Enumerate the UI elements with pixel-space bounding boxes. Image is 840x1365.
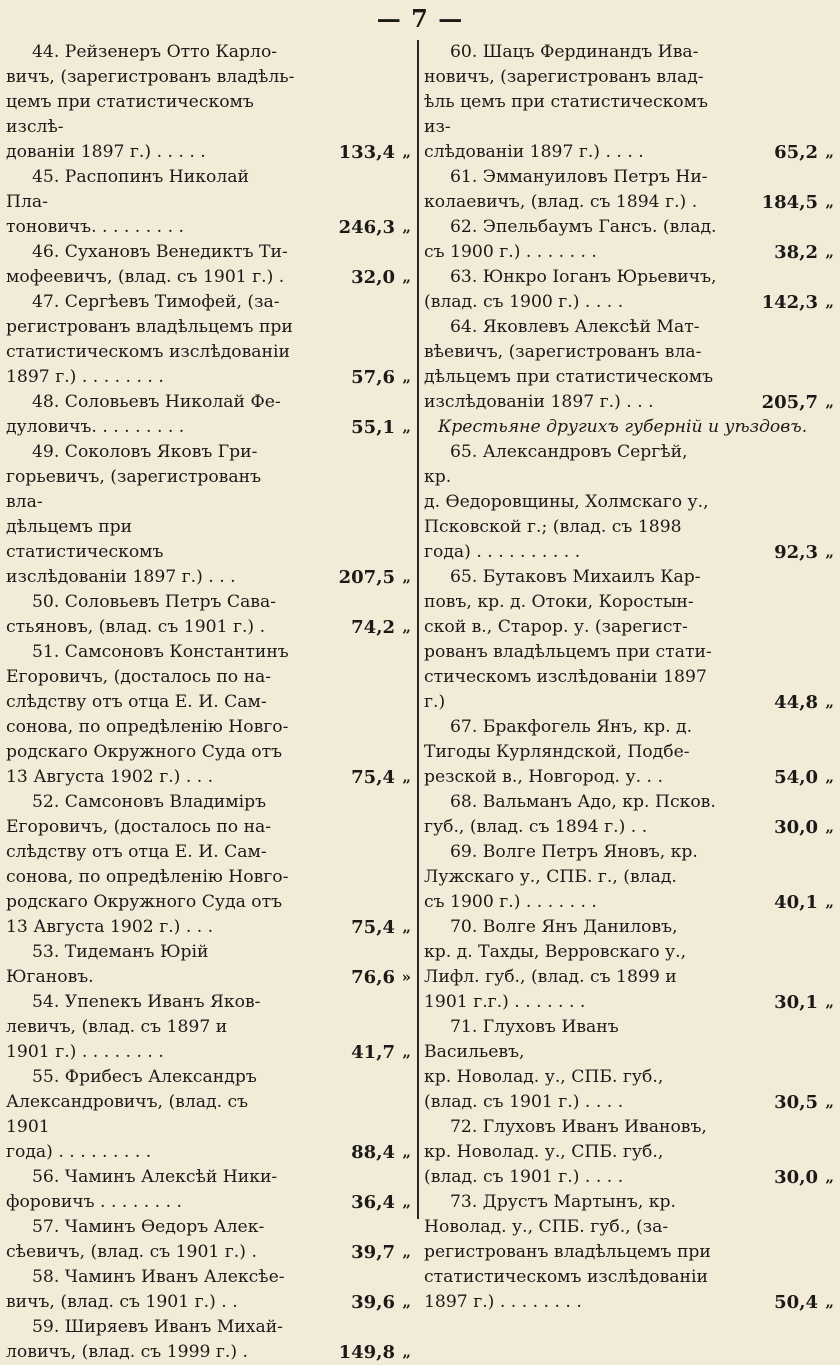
entry-line: 50. Соловьевъ Петръ Сава- [32,592,277,612]
right-column [424,40,836,1313]
entry-line: резской в., Новгород. у. . . [424,767,663,787]
list-entry [424,440,836,565]
entry-line: Егоровичъ, (досталось по на- [6,817,272,837]
list-entry [424,315,836,415]
entry-line: вичъ, (влад. съ 1901 г.) . . [6,1292,238,1312]
list-entry [6,165,413,240]
list-entry [6,290,413,390]
entry-line: колаевичъ, (влад. съ 1894 г.) . [424,192,698,212]
list-entry [424,915,836,1015]
entry-line: Тигоды Курляндской, Подбе- [424,742,690,762]
ditto-mark: „ [825,1093,834,1111]
list-entry [424,215,836,265]
list-entry [6,1065,413,1165]
list-entry [6,790,413,940]
entry-line: 1901 г.) . . . . . . . . [6,1042,164,1062]
ditto-mark: „ [825,1293,834,1311]
ditto-mark: „ [402,268,411,286]
entry-line: статистическомъ изслѣдованіи [424,1267,708,1287]
entry-amount: 50,4 [774,1292,818,1313]
list-entry [6,590,413,640]
list-entry [424,1115,836,1190]
ditto-mark: » [401,968,411,986]
entry-line: слѣдству отъ отца Е. И. Сам- [6,692,267,712]
entry-line: (влад. съ 1901 г.) . . . . [424,1167,624,1187]
entry-amount: 133,4 [338,142,395,163]
ditto-mark: „ [402,1293,411,1311]
entry-line: съ 1900 г.) . . . . . . . [424,892,597,912]
list-entry [424,1015,836,1115]
entry-line: Александровичъ, (влад. съ 1901 [6,1092,249,1137]
list-entry [424,265,836,315]
list-entry [6,390,413,440]
entry-line: 71. Глуховъ Иванъ Васильевъ, [424,1017,619,1062]
list-entry [6,240,413,290]
ditto-mark: „ [825,543,834,561]
entry-line: 65. Бутаковъ Михаилъ Кар- [450,567,701,587]
entry-line: 51. Самсоновъ Константинъ [32,642,289,662]
entry-line: рованъ владѣльцемъ при стати- [424,642,712,662]
entry-amount: 30,0 [774,817,818,838]
entry-line: 1897 г.) . . . . . . . . [6,367,164,387]
entry-line: кр. д. Тахды, Верровскаго у., [424,942,687,962]
entry-line: регистрованъ владѣльцемъ при [424,1242,711,1262]
entry-line: ской в., Старор. у. (зарегист- [424,617,688,637]
entry-line: 56. Чаминъ Алексѣй Ники- [32,1167,278,1187]
list-entry [6,1215,413,1265]
entry-line: дѣльцемъ при статистическомъ [424,367,714,387]
entry-line: 49. Соколовъ Яковъ Гри- [32,442,258,462]
entry-line: Псковской г.; (влад. съ 1898 [424,517,682,537]
entry-line: кр. Новолад. у., СПБ. губ., [424,1067,664,1087]
list-entry [424,840,836,915]
entry-line: года) . . . . . . . . . . [424,542,581,562]
ditto-mark: „ [402,218,411,236]
entry-line: 1901 г.г.) . . . . . . . [424,992,586,1012]
entry-line: цемъ при статистическомъ изслѣ- [6,92,254,137]
entry-line: 70. Волге Янъ Даниловъ, [450,917,678,937]
entry-line: 67. Бракфогель Янъ, кр. д. [450,717,693,737]
entry-amount: 55,1 [351,417,395,438]
ditto-mark: „ [402,418,411,436]
list-entry [6,1315,413,1365]
list-entry [6,940,413,990]
ditto-mark: „ [402,1343,411,1361]
entry-line: форовичъ . . . . . . . . [6,1192,182,1212]
entry-line: 54. Упеnекъ Иванъ Яков- [32,992,261,1012]
list-entry [424,1190,836,1315]
entry-amount: 246,3 [338,217,395,238]
entry-line: (влад. съ 1900 г.) . . . . [424,292,624,312]
ditto-mark: „ [402,1043,411,1061]
list-entry [6,40,413,165]
entry-line: дуловичъ. . . . . . . . . [6,417,185,437]
entry-line: съ 1900 г.) . . . . . . . [424,242,597,262]
ditto-mark: „ [825,693,834,711]
entry-amount: 54,0 [774,767,818,788]
entry-line: слѣдованіи 1897 г.) . . . . [424,142,644,162]
entry-line: 13 Августа 1902 г.) . . . [6,917,214,937]
ditto-mark: „ [825,143,834,161]
entry-line: мофеевичъ, (влад. съ 1901 г.) . [6,267,285,287]
entry-line: вичъ, (зарегистрованъ владѣль- [6,67,295,87]
list-entry [424,40,836,165]
entry-line: Лужскаго у., СПБ. г., (влад. [424,867,677,887]
ditto-mark: „ [402,368,411,386]
ditto-mark: „ [402,1143,411,1161]
entry-amount: 39,7 [351,1242,395,1263]
entry-line: Лифл. губ., (влад. съ 1899 и [424,967,677,987]
entry-line: 46. Сухановъ Венедиктъ Ти- [32,242,288,262]
entry-amount: 65,2 [774,142,818,163]
entry-amount: 44,8 [774,692,818,713]
list-entry [424,715,836,790]
entry-line: 58. Чаминъ Иванъ Алексѣе- [32,1267,285,1287]
entry-line: тоновичъ. . . . . . . . . [6,217,184,237]
entry-amount: 88,4 [351,1142,395,1163]
entry-amount: 40,1 [774,892,818,913]
entry-line: слѣдству отъ отца Е. И. Сам- [6,842,267,862]
entry-line: кр. Новолад. у., СПБ. губ., [424,1142,664,1162]
entry-amount: 142,3 [761,292,818,313]
list-entry [6,1165,413,1215]
entry-amount: 39,6 [351,1292,395,1313]
list-entry [6,990,413,1065]
entry-amount: 74,2 [351,617,395,638]
entry-line: дѣльцемъ при статистическомъ [6,517,164,562]
entry-amount: 75,4 [351,767,395,788]
entry-line: стьяновъ, (влад. съ 1901 г.) . [6,617,266,637]
entry-line: регистрованъ владѣльцемъ при [6,317,293,337]
entry-line: года) . . . . . . . . . [6,1142,152,1162]
entry-line: родскаго Окружного Суда отъ [6,742,283,762]
entry-line: 45. Распопинъ Николай Пла- [6,167,249,212]
entry-amount: 207,5 [338,567,395,588]
entry-line: родскаго Окружного Суда отъ [6,892,283,912]
entry-line: новичъ, (зарегистрованъ влад- [424,67,704,87]
entry-amount: 92,3 [774,542,818,563]
entry-line: 53. Тидеманъ Юрій Югановъ. [6,942,209,987]
entry-line: вѣевичъ, (зарегистрованъ вла- [424,342,702,362]
entry-amount: 32,0 [351,267,395,288]
list-entry [424,165,836,215]
entry-amount: 184,5 [761,192,818,213]
page-number: — 7 — [376,4,464,33]
entry-amount: 75,4 [351,917,395,938]
ditto-mark: „ [825,818,834,836]
entry-line: 48. Соловьевъ Николай Фе- [32,392,281,412]
ditto-mark: „ [402,1243,411,1261]
entry-line: 59. Ширяевъ Иванъ Михай- [32,1317,283,1337]
entry-line: 62. Эпельбаумъ Гансъ. (влад. [450,217,717,237]
ditto-mark: „ [402,1193,411,1211]
entry-line: 52. Самсоновъ Владиміръ [32,792,267,812]
ditto-mark: „ [825,893,834,911]
ditto-mark: „ [402,568,411,586]
ditto-mark: „ [825,768,834,786]
entry-line: дованіи 1897 г.) . . . . . [6,142,206,162]
entry-line: стическомъ изслѣдованіи 1897 г.) [424,667,707,712]
entry-amount: 57,6 [351,367,395,388]
entry-line: левичъ, (влад. съ 1897 и [6,1017,228,1037]
entry-line: губ., (влад. съ 1894 г.) . . [424,817,648,837]
entry-line: ѣль цемъ при статистическомъ из- [424,92,708,137]
entry-line: 61. Эммануиловъ Петръ Ни- [450,167,708,187]
entry-line: Новолад. у., СПБ. губ., (за- [424,1217,669,1237]
ditto-mark: „ [825,1168,834,1186]
entry-line: 64. Яковлевъ Алексѣй Мат- [450,317,700,337]
ditto-mark: „ [825,243,834,261]
entry-amount: 30,1 [774,992,818,1013]
entry-amount: 76,6 [351,967,395,988]
left-column [6,40,413,1363]
entry-line: статистическомъ изслѣдованіи [6,342,290,362]
entry-line: 13 Августа 1902 г.) . . . [6,767,214,787]
entry-line: 65. Александровъ Сергѣй, кр. [424,442,688,487]
entry-line: повъ, кр. д. Отоки, Коростын- [424,592,694,612]
list-entry [424,565,836,715]
ditto-mark: „ [402,768,411,786]
entry-line: ловичъ, (влад. съ 1999 г.) . [6,1342,249,1362]
entry-line: 55. Фрибесъ Александръ [32,1067,257,1087]
list-entry [6,1265,413,1315]
entry-line: 68. Вальманъ Адо, кр. Псков. [450,792,716,812]
entry-amount: 38,2 [774,242,818,263]
entry-line: сонова, по опредѣленію Новго- [6,717,289,737]
entry-amount: 30,0 [774,1167,818,1188]
entry-line: Егоровичъ, (досталось по на- [6,667,272,687]
list-entry [6,640,413,790]
ditto-mark: „ [825,993,834,1011]
ditto-mark: „ [825,393,834,411]
section-heading: Крестьяне другихъ губерній и уѣздовъ. [438,417,808,437]
list-entry [6,440,413,590]
entry-line: 72. Глуховъ Иванъ Ивановъ, [450,1117,707,1137]
entry-line: 73. Друстъ Мартынъ, кр. [450,1192,676,1212]
entry-line: 57. Чаминъ Ѳедоръ Алек- [32,1217,265,1237]
entry-line: горьевичъ, (зарегистрованъ вла- [6,467,262,512]
entry-amount: 205,7 [761,392,818,413]
entry-line: сѣевичъ, (влад. съ 1901 г.) . [6,1242,257,1262]
list-entry [424,790,836,840]
entry-line: изслѣдованіи 1897 г.) . . . [6,567,236,587]
entry-line: 60. Шацъ Фердинандъ Ива- [450,42,699,62]
entry-line: 47. Сергѣевъ Тимофей, (за- [32,292,280,312]
ditto-mark: „ [402,143,411,161]
entry-line: 69. Волге Петръ Яновъ, кр. [450,842,698,862]
entry-line: д. Ѳедоровщины, Холмскаго у., [424,492,709,512]
entry-line: 1897 г.) . . . . . . . . [424,1292,582,1312]
entry-line: (влад. съ 1901 г.) . . . . [424,1092,624,1112]
ditto-mark: „ [402,618,411,636]
ditto-mark: „ [402,918,411,936]
entry-amount: 149,8 [338,1342,395,1363]
entry-amount: 41,7 [351,1042,395,1063]
ditto-mark: „ [825,193,834,211]
entry-amount: 30,5 [774,1092,818,1113]
entry-line: 44. Рейзенеръ Отто Карло- [32,42,278,62]
entry-line: изслѣдованіи 1897 г.) . . . [424,392,654,412]
column-divider [417,40,419,1219]
entry-line: сонова, по опредѣленію Новго- [6,867,289,887]
entry-amount: 36,4 [351,1192,395,1213]
ditto-mark: „ [825,293,834,311]
entry-line: 63. Юнкро Іоганъ Юрьевичъ, [450,267,717,287]
